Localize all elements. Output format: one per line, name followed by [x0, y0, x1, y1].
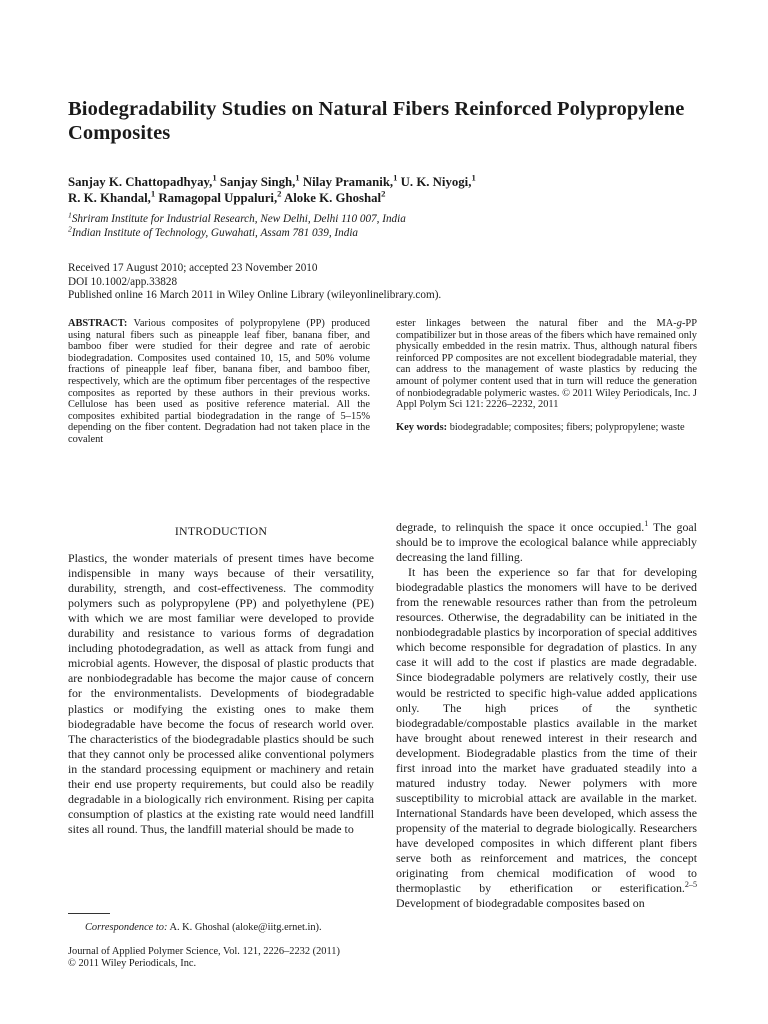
journal-citation — [68, 946, 378, 971]
author-name: U. K. Niyogi, — [397, 175, 472, 189]
received-date: Received 17 August 2010; accepted 23 November 2010 — [68, 262, 318, 274]
author-line-1 — [68, 172, 708, 191]
abstract-copyright: © 2011 Wiley Periodicals, Inc. J Appl Polym Sci 121: 2226–2232, 2011 — [396, 387, 697, 411]
publication-dates — [68, 262, 708, 303]
abstract-continuation — [396, 318, 697, 411]
citation-ref: 1 — [644, 519, 649, 529]
citation-ref: 2–5 — [684, 880, 697, 890]
author-affil-sup: 2 — [381, 188, 386, 199]
journal-reference: Journal of Applied Polymer Science, Vol. 121, 2226–2232 (2011) — [68, 946, 340, 957]
author-affil-sup: 1 — [471, 172, 476, 183]
journal-copyright: © 2011 Wiley Periodicals, Inc. — [68, 958, 197, 970]
body-column-left — [68, 521, 374, 837]
footnote-text: A. K. Ghoshal (aloke@iitg.ernet.in). — [169, 922, 322, 933]
body-text: It has been the experience so far that for developing biodegradable plastics the monomers will have to be derived from the renewable resources rather than from the petroleum resources. Otherwise, the degradability can be initiated in the nonbiodegradable plastics by incorporation of special additives which become responsible for degradation of plastics. In any case it will add to the cost if plastics are made degradable. Since biodegradable polymers are relatively costly, their use would be restricted to specific high-value added applications only. The high prices of the synthetic biodegradable/compostable plastics available in the market have brought about renewed interest in their research and development. Biodegradable plastics from the time of their first inroad into the market have graduated steadily into a matured industry today. Newer polymers with more susceptibility to microbial attack are available in the market. International Standards have been developed, which assess the propensity of the material to degrade biologically. Researchers have developed composites in which different plant fibers serve both as reinforcement and matrices, the concept originating from chemical modification of wood to thermoplastic by etherification or esterification. — [396, 565, 697, 896]
author-line-2 — [68, 188, 708, 207]
author-list — [68, 172, 708, 206]
doi: DOI 10.1002/app.33828 — [68, 275, 178, 288]
author-name: Sanjay K. Chattopadhyay, — [68, 175, 213, 189]
abstract-italic: g — [676, 318, 682, 329]
author-name: Nilay Pramanik, — [299, 175, 394, 189]
author-name: Ramagopal Uppaluri, — [155, 190, 278, 205]
author-name: Sanjay Singh, — [216, 175, 296, 189]
author-name: Aloke K. Ghoshal — [281, 190, 382, 205]
published-online: Published online 16 March 2011 in Wiley Online Library (wileyonlinelibrary.com). — [68, 289, 442, 302]
affil-text: Indian Institute of Technology, Guwahati, Assam 781 039, India — [71, 226, 359, 239]
affiliation-item — [68, 210, 708, 227]
author-affil-sup: 1 — [212, 172, 217, 183]
footnote-rule — [68, 913, 110, 914]
body-column-right — [396, 520, 697, 911]
abstract-right — [396, 318, 697, 433]
abstract-text: ester linkages between the natural fiber and the MA- — [396, 318, 677, 329]
author-affil-sup: 1 — [295, 172, 300, 183]
body-text: degrade, to relinquish the space it once occupied. — [396, 520, 645, 534]
keywords-text: biodegradable; composites; fibers; polypropylene; waste — [449, 421, 685, 433]
affil-number: 2 — [68, 223, 72, 233]
abstract-text: Various composites of polypropylene (PP) produced using natural fibers such as pineapple leaf fiber, banana fiber, and bamboo fiber were studied for their degree and rate of aerobic biodegradation. Composites used contained 10, 15, and 50% volume fractions of pineapple leaf fiber, banana fiber, and bamboo fiber, respectively, which are the optimum fiber percentages of the respective composites as reported by these authors in their previous works. Cellulose has been used as positive reference material. All the composites exhibited partial biodegradation in the range of 5–15% depending on the fiber content. Degradation had not taken place in the covalent — [68, 318, 370, 445]
author-affil-sup: 1 — [393, 172, 398, 183]
abstract-label: ABSTRACT: — [68, 318, 128, 329]
affiliation-list — [68, 210, 708, 240]
keywords-label: Key words: — [396, 421, 448, 433]
body-text: The goal should be to improve the ecological balance while appreciably decreasing the land filling. — [396, 520, 697, 565]
body-paragraph: Plastics, the wonder materials of present times have become indispensible in many ways because of their versatility, durability, strength, and cost-effectiveness. The commodity polymers such as polypropylene (PP) and polyethylene (PE) with which we are most familiar were developed to provide durability and resistance to various forms of degradation including photodegradation, as well as attack from fungi and microbial agents. However, the disposal of plastic products that are nonbiodegradable has become the major cause of concern for the environmentalists. Developments of biodegradable plastics or modifying the existing ones to make them biodegradable have become the focus of research world over. The characteristics of the biodegradable plastics should be such that they cannot only be processed alike conventional polymers in the standard processing equipment or machinery and retain their end use property requirements, but could also be readily degradable in a biologically rich environment. Rising per capita consumption of plastics at the existing rate would need landfill sites all round. Thus, the landfill material should be made to — [68, 551, 374, 836]
body-paragraph — [396, 520, 697, 565]
abstract-left — [68, 318, 370, 446]
body-paragraph — [396, 565, 697, 911]
correspondence-footnote — [85, 922, 385, 934]
author-affil-sup: 1 — [150, 188, 156, 199]
footnote-label: Correspondence to: — [85, 922, 168, 933]
affil-number: 1 — [68, 210, 72, 220]
section-heading-introduction: INTRODUCTION — [174, 524, 268, 538]
body-text: Development of biodegradable composites based on — [396, 896, 645, 911]
keywords — [396, 422, 697, 434]
paper-title: Biodegradability Studies on Natural Fibers Reinforced Polypropylene Composites — [68, 98, 685, 144]
author-name: R. K. Khandal, — [68, 190, 151, 205]
abstract-text: -PP compatibilizer but in those areas of the fibers which have remained only physically embedded in the resin matrix. Thus, although natural fibers reinforced PP composites are not excellent biodegradable material, they can address to the management of waste plastics by reducing the amount of polymer content used that in turn will reduce the generation of nonbiodegradable polymeric wastes. — [396, 318, 697, 399]
author-affil-sup: 2 — [277, 188, 282, 199]
affiliation-item — [68, 223, 708, 241]
affil-text: Shriram Institute for Industrial Research, New Delhi, Delhi 110 007, India — [71, 213, 406, 225]
